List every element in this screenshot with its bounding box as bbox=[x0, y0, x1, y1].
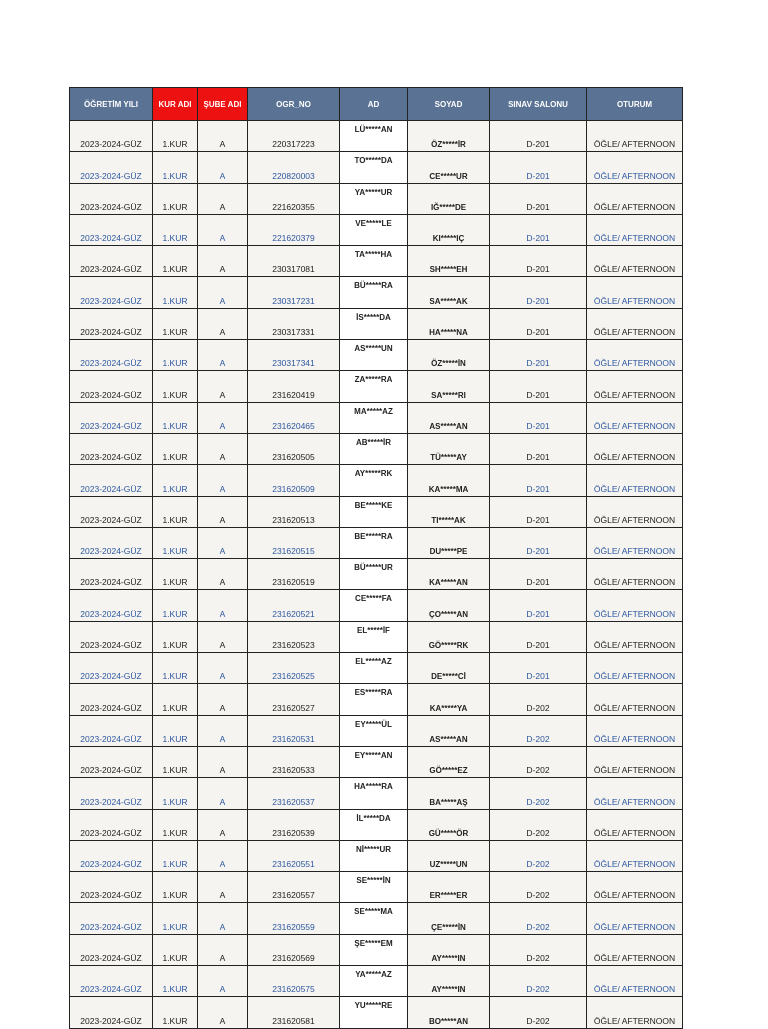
cell-ad: İS*****DA bbox=[340, 308, 408, 339]
cell-ad: BÜ*****RA bbox=[340, 277, 408, 308]
cell-ogr-no: 231620559 bbox=[248, 903, 340, 934]
cell-sinav-salonu: D-202 bbox=[490, 809, 587, 840]
cell-ad: EL*****İF bbox=[340, 621, 408, 652]
cell-sube-adi: A bbox=[198, 121, 248, 152]
cell-sinav-salonu: D-201 bbox=[490, 653, 587, 684]
cell-kur-adi: 1.KUR bbox=[153, 715, 198, 746]
cell-kur-adi: 1.KUR bbox=[153, 966, 198, 997]
cell-ad: BE*****RA bbox=[340, 527, 408, 558]
cell-sube-adi: A bbox=[198, 402, 248, 433]
cell-oturum: ÖĞLE/ AFTERNOON bbox=[587, 715, 683, 746]
cell-sinav-salonu: D-201 bbox=[490, 371, 587, 402]
cell-oturum: ÖĞLE/ AFTERNOON bbox=[587, 371, 683, 402]
cell-kur-adi: 1.KUR bbox=[153, 340, 198, 371]
table-row bbox=[70, 715, 683, 746]
cell-sinav-salonu: D-202 bbox=[490, 684, 587, 715]
cell-oturum: ÖĞLE/ AFTERNOON bbox=[587, 121, 683, 152]
cell-sinav-salonu: D-202 bbox=[490, 840, 587, 871]
table-row bbox=[70, 840, 683, 871]
table-row bbox=[70, 308, 683, 339]
cell-sinav-salonu: D-202 bbox=[490, 746, 587, 777]
table-row bbox=[70, 746, 683, 777]
cell-oturum: ÖĞLE/ AFTERNOON bbox=[587, 778, 683, 809]
cell-soyad: SH*****EH bbox=[408, 246, 490, 277]
header-row bbox=[70, 88, 683, 121]
cell-kur-adi: 1.KUR bbox=[153, 465, 198, 496]
cell-ogretim-yili: 2023-2024-GÜZ bbox=[70, 371, 153, 402]
cell-oturum: ÖĞLE/ AFTERNOON bbox=[587, 809, 683, 840]
table-row bbox=[70, 121, 683, 152]
table-row bbox=[70, 152, 683, 183]
cell-ogr-no: 231620551 bbox=[248, 840, 340, 871]
table-row bbox=[70, 402, 683, 433]
cell-ogr-no: 231620581 bbox=[248, 997, 340, 1028]
cell-sube-adi: A bbox=[198, 966, 248, 997]
table-row bbox=[70, 621, 683, 652]
cell-ad: SE*****İN bbox=[340, 872, 408, 903]
table-row bbox=[70, 653, 683, 684]
cell-ogr-no: 231620537 bbox=[248, 778, 340, 809]
cell-soyad: BA*****AŞ bbox=[408, 778, 490, 809]
cell-ad: SE*****MA bbox=[340, 903, 408, 934]
cell-ad: ŞE*****EM bbox=[340, 934, 408, 965]
cell-soyad: SA*****AK bbox=[408, 277, 490, 308]
cell-ad: TO*****DA bbox=[340, 152, 408, 183]
cell-oturum: ÖĞLE/ AFTERNOON bbox=[587, 559, 683, 590]
cell-ogr-no: 230317341 bbox=[248, 340, 340, 371]
cell-sinav-salonu: D-202 bbox=[490, 934, 587, 965]
header-soyad: SOYAD bbox=[408, 88, 490, 121]
cell-oturum: ÖĞLE/ AFTERNOON bbox=[587, 590, 683, 621]
cell-ad: EY*****AN bbox=[340, 746, 408, 777]
cell-ad: AB*****İR bbox=[340, 433, 408, 464]
cell-kur-adi: 1.KUR bbox=[153, 997, 198, 1028]
cell-oturum: ÖĞLE/ AFTERNOON bbox=[587, 746, 683, 777]
cell-soyad: TI*****AK bbox=[408, 496, 490, 527]
cell-ad: ZA*****RA bbox=[340, 371, 408, 402]
cell-ad: EY*****ÜL bbox=[340, 715, 408, 746]
cell-oturum: ÖĞLE/ AFTERNOON bbox=[587, 433, 683, 464]
cell-sinav-salonu: D-201 bbox=[490, 246, 587, 277]
cell-sube-adi: A bbox=[198, 778, 248, 809]
cell-sinav-salonu: D-201 bbox=[490, 121, 587, 152]
cell-oturum: ÖĞLE/ AFTERNOON bbox=[587, 966, 683, 997]
cell-ad: BÜ*****UR bbox=[340, 559, 408, 590]
cell-ogretim-yili: 2023-2024-GÜZ bbox=[70, 903, 153, 934]
cell-kur-adi: 1.KUR bbox=[153, 246, 198, 277]
cell-ad: EL*****AZ bbox=[340, 653, 408, 684]
cell-ogretim-yili: 2023-2024-GÜZ bbox=[70, 496, 153, 527]
cell-ogretim-yili: 2023-2024-GÜZ bbox=[70, 590, 153, 621]
cell-ogretim-yili: 2023-2024-GÜZ bbox=[70, 778, 153, 809]
cell-sube-adi: A bbox=[198, 872, 248, 903]
cell-ogr-no: 231620505 bbox=[248, 433, 340, 464]
cell-oturum: ÖĞLE/ AFTERNOON bbox=[587, 465, 683, 496]
exam-list-table bbox=[69, 87, 683, 1029]
cell-ogretim-yili: 2023-2024-GÜZ bbox=[70, 997, 153, 1028]
table-row bbox=[70, 684, 683, 715]
cell-sinav-salonu: D-201 bbox=[490, 590, 587, 621]
cell-ad: VE*****LE bbox=[340, 214, 408, 245]
cell-ogr-no: 231620509 bbox=[248, 465, 340, 496]
cell-ad: İL*****DA bbox=[340, 809, 408, 840]
cell-ogr-no: 231620575 bbox=[248, 966, 340, 997]
cell-soyad: KA*****YA bbox=[408, 684, 490, 715]
cell-soyad: AS*****AN bbox=[408, 402, 490, 433]
cell-ogretim-yili: 2023-2024-GÜZ bbox=[70, 809, 153, 840]
cell-sinav-salonu: D-201 bbox=[490, 559, 587, 590]
cell-kur-adi: 1.KUR bbox=[153, 903, 198, 934]
table-row bbox=[70, 527, 683, 558]
cell-soyad: SA*****RI bbox=[408, 371, 490, 402]
cell-sinav-salonu: D-201 bbox=[490, 496, 587, 527]
cell-soyad: ÖZ*****İR bbox=[408, 121, 490, 152]
cell-ogretim-yili: 2023-2024-GÜZ bbox=[70, 308, 153, 339]
cell-sube-adi: A bbox=[198, 183, 248, 214]
table-row bbox=[70, 496, 683, 527]
cell-soyad: IĞ*****DE bbox=[408, 183, 490, 214]
cell-sube-adi: A bbox=[198, 496, 248, 527]
cell-sube-adi: A bbox=[198, 214, 248, 245]
cell-sube-adi: A bbox=[198, 152, 248, 183]
cell-oturum: ÖĞLE/ AFTERNOON bbox=[587, 653, 683, 684]
cell-sinav-salonu: D-202 bbox=[490, 903, 587, 934]
cell-kur-adi: 1.KUR bbox=[153, 653, 198, 684]
cell-ogretim-yili: 2023-2024-GÜZ bbox=[70, 433, 153, 464]
cell-ogretim-yili: 2023-2024-GÜZ bbox=[70, 152, 153, 183]
cell-kur-adi: 1.KUR bbox=[153, 559, 198, 590]
cell-ogretim-yili: 2023-2024-GÜZ bbox=[70, 214, 153, 245]
cell-ogretim-yili: 2023-2024-GÜZ bbox=[70, 715, 153, 746]
table-row bbox=[70, 903, 683, 934]
cell-ogretim-yili: 2023-2024-GÜZ bbox=[70, 340, 153, 371]
cell-ad: YU*****RE bbox=[340, 997, 408, 1028]
cell-ad: CE*****FA bbox=[340, 590, 408, 621]
cell-oturum: ÖĞLE/ AFTERNOON bbox=[587, 872, 683, 903]
cell-ogr-no: 231620521 bbox=[248, 590, 340, 621]
cell-sinav-salonu: D-201 bbox=[490, 308, 587, 339]
cell-ogretim-yili: 2023-2024-GÜZ bbox=[70, 966, 153, 997]
cell-sube-adi: A bbox=[198, 997, 248, 1028]
cell-soyad: GÖ*****EZ bbox=[408, 746, 490, 777]
cell-kur-adi: 1.KUR bbox=[153, 527, 198, 558]
cell-sube-adi: A bbox=[198, 715, 248, 746]
cell-sube-adi: A bbox=[198, 840, 248, 871]
cell-sinav-salonu: D-201 bbox=[490, 183, 587, 214]
cell-sube-adi: A bbox=[198, 746, 248, 777]
header-kur-adi: KUR ADI bbox=[153, 88, 198, 121]
cell-soyad: AS*****AN bbox=[408, 715, 490, 746]
cell-soyad: ÇE*****İN bbox=[408, 903, 490, 934]
table-row bbox=[70, 214, 683, 245]
cell-ad: MA*****AZ bbox=[340, 402, 408, 433]
cell-ad: YA*****AZ bbox=[340, 966, 408, 997]
cell-sinav-salonu: D-202 bbox=[490, 778, 587, 809]
table-row bbox=[70, 934, 683, 965]
cell-sube-adi: A bbox=[198, 465, 248, 496]
cell-sinav-salonu: D-201 bbox=[490, 402, 587, 433]
cell-sinav-salonu: D-202 bbox=[490, 715, 587, 746]
cell-sinav-salonu: D-201 bbox=[490, 527, 587, 558]
cell-ogr-no: 231620539 bbox=[248, 809, 340, 840]
cell-sube-adi: A bbox=[198, 371, 248, 402]
cell-ad: Nİ*****UR bbox=[340, 840, 408, 871]
cell-ad: ES*****RA bbox=[340, 684, 408, 715]
cell-ogretim-yili: 2023-2024-GÜZ bbox=[70, 277, 153, 308]
cell-sube-adi: A bbox=[198, 653, 248, 684]
cell-ogr-no: 231620557 bbox=[248, 872, 340, 903]
cell-ogr-no: 230317231 bbox=[248, 277, 340, 308]
cell-soyad: AY*****IN bbox=[408, 966, 490, 997]
cell-sinav-salonu: D-202 bbox=[490, 997, 587, 1028]
cell-ogretim-yili: 2023-2024-GÜZ bbox=[70, 746, 153, 777]
cell-sube-adi: A bbox=[198, 684, 248, 715]
cell-ogr-no: 231620465 bbox=[248, 402, 340, 433]
cell-ogretim-yili: 2023-2024-GÜZ bbox=[70, 621, 153, 652]
cell-kur-adi: 1.KUR bbox=[153, 496, 198, 527]
cell-soyad: HA*****NA bbox=[408, 308, 490, 339]
cell-ogr-no: 221620355 bbox=[248, 183, 340, 214]
cell-ogretim-yili: 2023-2024-GÜZ bbox=[70, 121, 153, 152]
cell-ogr-no: 220317223 bbox=[248, 121, 340, 152]
cell-sube-adi: A bbox=[198, 277, 248, 308]
cell-sinav-salonu: D-201 bbox=[490, 340, 587, 371]
table-row bbox=[70, 590, 683, 621]
cell-ogr-no: 231620519 bbox=[248, 559, 340, 590]
cell-sube-adi: A bbox=[198, 527, 248, 558]
header-oturum: OTURUM bbox=[587, 88, 683, 121]
cell-oturum: ÖĞLE/ AFTERNOON bbox=[587, 840, 683, 871]
cell-ogretim-yili: 2023-2024-GÜZ bbox=[70, 465, 153, 496]
cell-ogr-no: 231620523 bbox=[248, 621, 340, 652]
cell-ogr-no: 231620527 bbox=[248, 684, 340, 715]
cell-kur-adi: 1.KUR bbox=[153, 121, 198, 152]
cell-oturum: ÖĞLE/ AFTERNOON bbox=[587, 997, 683, 1028]
cell-ad: AY*****RK bbox=[340, 465, 408, 496]
cell-kur-adi: 1.KUR bbox=[153, 590, 198, 621]
cell-sube-adi: A bbox=[198, 308, 248, 339]
cell-sube-adi: A bbox=[198, 621, 248, 652]
cell-ogr-no: 231620533 bbox=[248, 746, 340, 777]
cell-ogretim-yili: 2023-2024-GÜZ bbox=[70, 934, 153, 965]
cell-kur-adi: 1.KUR bbox=[153, 778, 198, 809]
cell-sube-adi: A bbox=[198, 559, 248, 590]
cell-oturum: ÖĞLE/ AFTERNOON bbox=[587, 152, 683, 183]
cell-sube-adi: A bbox=[198, 903, 248, 934]
table-row bbox=[70, 872, 683, 903]
cell-soyad: CE*****UR bbox=[408, 152, 490, 183]
cell-oturum: ÖĞLE/ AFTERNOON bbox=[587, 214, 683, 245]
cell-ogretim-yili: 2023-2024-GÜZ bbox=[70, 246, 153, 277]
cell-sinav-salonu: D-202 bbox=[490, 966, 587, 997]
cell-kur-adi: 1.KUR bbox=[153, 621, 198, 652]
cell-sube-adi: A bbox=[198, 246, 248, 277]
cell-kur-adi: 1.KUR bbox=[153, 277, 198, 308]
table-row bbox=[70, 433, 683, 464]
cell-ogretim-yili: 2023-2024-GÜZ bbox=[70, 559, 153, 590]
cell-ogr-no: 231620419 bbox=[248, 371, 340, 402]
cell-ogretim-yili: 2023-2024-GÜZ bbox=[70, 402, 153, 433]
cell-oturum: ÖĞLE/ AFTERNOON bbox=[587, 621, 683, 652]
table-row bbox=[70, 997, 683, 1028]
cell-sinav-salonu: D-201 bbox=[490, 621, 587, 652]
cell-soyad: TÜ*****AY bbox=[408, 433, 490, 464]
cell-kur-adi: 1.KUR bbox=[153, 214, 198, 245]
cell-ad: AS*****UN bbox=[340, 340, 408, 371]
cell-kur-adi: 1.KUR bbox=[153, 934, 198, 965]
cell-sinav-salonu: D-201 bbox=[490, 152, 587, 183]
cell-ad: YA*****UR bbox=[340, 183, 408, 214]
cell-sinav-salonu: D-201 bbox=[490, 214, 587, 245]
cell-ogr-no: 221620379 bbox=[248, 214, 340, 245]
cell-sinav-salonu: D-202 bbox=[490, 872, 587, 903]
cell-oturum: ÖĞLE/ AFTERNOON bbox=[587, 277, 683, 308]
cell-ogretim-yili: 2023-2024-GÜZ bbox=[70, 183, 153, 214]
cell-ogr-no: 231620531 bbox=[248, 715, 340, 746]
cell-soyad: KA*****MA bbox=[408, 465, 490, 496]
cell-ogr-no: 230317081 bbox=[248, 246, 340, 277]
cell-oturum: ÖĞLE/ AFTERNOON bbox=[587, 684, 683, 715]
cell-soyad: KA*****AN bbox=[408, 559, 490, 590]
cell-sinav-salonu: D-201 bbox=[490, 277, 587, 308]
table-row bbox=[70, 465, 683, 496]
cell-ogretim-yili: 2023-2024-GÜZ bbox=[70, 653, 153, 684]
cell-ad: LÜ*****AN bbox=[340, 121, 408, 152]
cell-kur-adi: 1.KUR bbox=[153, 746, 198, 777]
table-body bbox=[70, 121, 683, 1029]
cell-oturum: ÖĞLE/ AFTERNOON bbox=[587, 496, 683, 527]
cell-sinav-salonu: D-201 bbox=[490, 465, 587, 496]
header-ad: AD bbox=[340, 88, 408, 121]
header-sinav-salonu: SINAV SALONU bbox=[490, 88, 587, 121]
cell-kur-adi: 1.KUR bbox=[153, 152, 198, 183]
cell-oturum: ÖĞLE/ AFTERNOON bbox=[587, 402, 683, 433]
header-ogr-no: OGR_NO bbox=[248, 88, 340, 121]
table-row bbox=[70, 966, 683, 997]
cell-oturum: ÖĞLE/ AFTERNOON bbox=[587, 183, 683, 214]
cell-sube-adi: A bbox=[198, 590, 248, 621]
cell-oturum: ÖĞLE/ AFTERNOON bbox=[587, 903, 683, 934]
cell-ogr-no: 231620515 bbox=[248, 527, 340, 558]
table-row bbox=[70, 183, 683, 214]
cell-ogr-no: 231620513 bbox=[248, 496, 340, 527]
cell-soyad: ER*****ER bbox=[408, 872, 490, 903]
cell-kur-adi: 1.KUR bbox=[153, 433, 198, 464]
header-ogretim-yili: ÖĞRETİM YILI bbox=[70, 88, 153, 121]
cell-soyad: UZ*****UN bbox=[408, 840, 490, 871]
table-row bbox=[70, 246, 683, 277]
table-row bbox=[70, 277, 683, 308]
cell-ad: HA*****RA bbox=[340, 778, 408, 809]
cell-sube-adi: A bbox=[198, 340, 248, 371]
cell-ogretim-yili: 2023-2024-GÜZ bbox=[70, 527, 153, 558]
table-row bbox=[70, 371, 683, 402]
cell-soyad: DE*****Cİ bbox=[408, 653, 490, 684]
cell-kur-adi: 1.KUR bbox=[153, 872, 198, 903]
table-row bbox=[70, 559, 683, 590]
cell-soyad: BO*****AN bbox=[408, 997, 490, 1028]
cell-ad: TA*****HA bbox=[340, 246, 408, 277]
cell-ogr-no: 230317331 bbox=[248, 308, 340, 339]
cell-soyad: KI*****IÇ bbox=[408, 214, 490, 245]
cell-oturum: ÖĞLE/ AFTERNOON bbox=[587, 308, 683, 339]
cell-soyad: DU*****PE bbox=[408, 527, 490, 558]
cell-ogr-no: 231620569 bbox=[248, 934, 340, 965]
cell-sinav-salonu: D-201 bbox=[490, 433, 587, 464]
cell-ogretim-yili: 2023-2024-GÜZ bbox=[70, 840, 153, 871]
cell-sube-adi: A bbox=[198, 433, 248, 464]
cell-oturum: ÖĞLE/ AFTERNOON bbox=[587, 340, 683, 371]
cell-sube-adi: A bbox=[198, 809, 248, 840]
header-sube-adi: ŞUBE ADI bbox=[198, 88, 248, 121]
cell-oturum: ÖĞLE/ AFTERNOON bbox=[587, 934, 683, 965]
cell-soyad: GÜ*****ÖR bbox=[408, 809, 490, 840]
cell-ogretim-yili: 2023-2024-GÜZ bbox=[70, 684, 153, 715]
table-row bbox=[70, 778, 683, 809]
cell-soyad: ÖZ*****İN bbox=[408, 340, 490, 371]
cell-sube-adi: A bbox=[198, 934, 248, 965]
cell-kur-adi: 1.KUR bbox=[153, 371, 198, 402]
cell-ad: BE*****KE bbox=[340, 496, 408, 527]
cell-ogretim-yili: 2023-2024-GÜZ bbox=[70, 872, 153, 903]
cell-soyad: GÖ*****RK bbox=[408, 621, 490, 652]
cell-kur-adi: 1.KUR bbox=[153, 840, 198, 871]
cell-oturum: ÖĞLE/ AFTERNOON bbox=[587, 246, 683, 277]
table-row bbox=[70, 340, 683, 371]
cell-soyad: ÇO*****AN bbox=[408, 590, 490, 621]
table-row bbox=[70, 809, 683, 840]
cell-oturum: ÖĞLE/ AFTERNOON bbox=[587, 527, 683, 558]
cell-kur-adi: 1.KUR bbox=[153, 308, 198, 339]
cell-kur-adi: 1.KUR bbox=[153, 183, 198, 214]
cell-kur-adi: 1.KUR bbox=[153, 402, 198, 433]
cell-kur-adi: 1.KUR bbox=[153, 809, 198, 840]
cell-ogr-no: 220820003 bbox=[248, 152, 340, 183]
cell-soyad: AY*****IN bbox=[408, 934, 490, 965]
cell-ogr-no: 231620525 bbox=[248, 653, 340, 684]
cell-kur-adi: 1.KUR bbox=[153, 684, 198, 715]
